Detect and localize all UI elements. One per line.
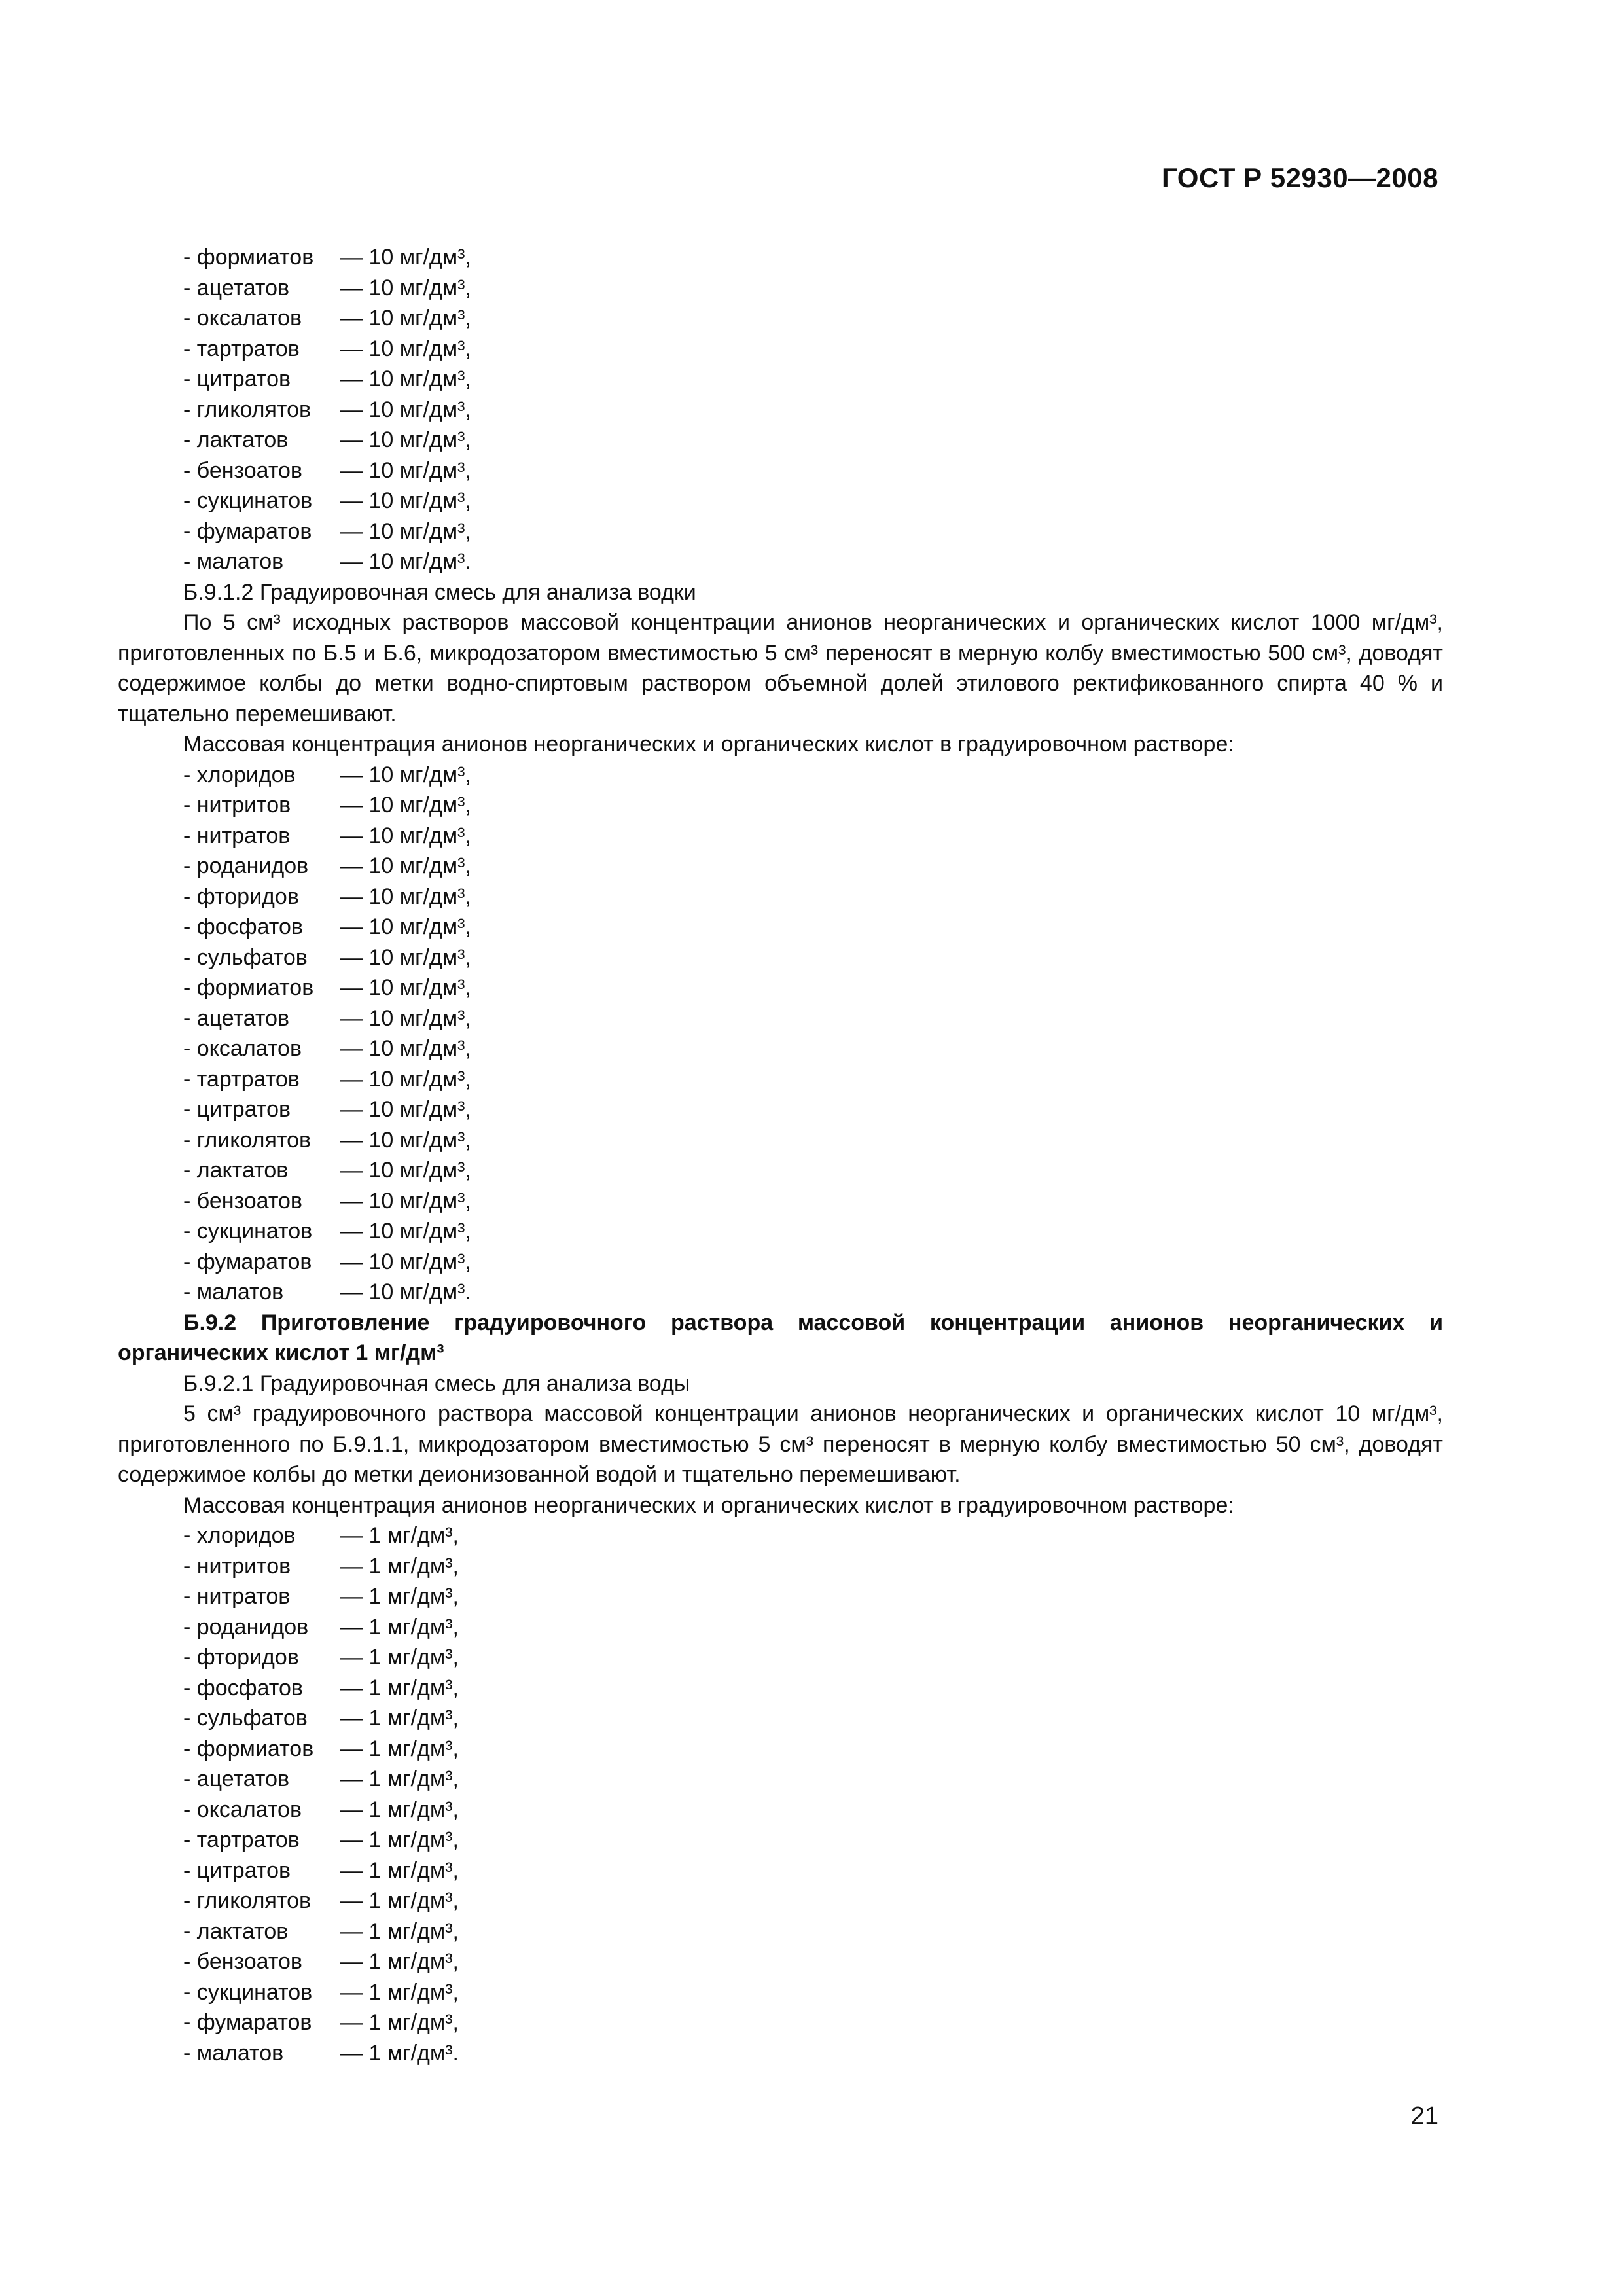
list-item xyxy=(118,303,1443,334)
anion-concentration: — 1 мг/дм³, xyxy=(340,1584,459,1609)
list-item xyxy=(118,973,1443,1003)
anion-name: - ацетатов xyxy=(183,1005,290,1031)
list-item xyxy=(118,1825,1443,1856)
anion-name: - фумаратов xyxy=(183,1249,312,1274)
anion-name: - лактатов xyxy=(183,1918,289,1944)
anion-concentration: — 1 мг/дм³, xyxy=(340,2010,459,2035)
list-item xyxy=(118,1064,1443,1095)
anion-name: - хлоридов xyxy=(183,1523,296,1548)
anion-concentration: — 10 мг/дм³, xyxy=(340,1188,471,1213)
anion-concentration: — 10 мг/дм³, xyxy=(340,884,471,909)
list-item xyxy=(118,1764,1443,1795)
list-item xyxy=(118,2038,1443,2069)
list-item xyxy=(118,1795,1443,1825)
anion-concentration: — 10 мг/дм³, xyxy=(340,914,471,939)
list-item xyxy=(118,1886,1443,1916)
anion-name: - нитратов xyxy=(183,1584,291,1609)
anion-name: - лактатов xyxy=(183,1158,289,1183)
anion-concentration: — 10 мг/дм³, xyxy=(340,1249,471,1274)
anion-concentration: — 1 мг/дм³, xyxy=(340,1553,459,1579)
anion-name: - фторидов xyxy=(183,884,299,909)
list-item xyxy=(118,486,1443,516)
anion-concentration: — 10 мг/дм³, xyxy=(340,488,471,513)
list-item xyxy=(118,1581,1443,1612)
anion-name: - фторидов xyxy=(183,1645,299,1670)
anion-concentration: — 10 мг/дм³, xyxy=(340,823,471,848)
anion-concentration: — 10 мг/дм³, xyxy=(340,1158,471,1183)
list-item xyxy=(118,425,1443,456)
anion-name: - оксалатов xyxy=(183,1797,302,1822)
list-item xyxy=(118,516,1443,547)
anion-name: - нитратов xyxy=(183,823,291,848)
anion-concentration: — 1 мг/дм³, xyxy=(340,1797,459,1822)
list-item xyxy=(118,1734,1443,1765)
anion-name: - тартратов xyxy=(183,1827,300,1852)
list-item xyxy=(118,1946,1443,1977)
anion-name: - фосфатов xyxy=(183,914,303,939)
anion-concentration: — 10 мг/дм³, xyxy=(340,975,471,1000)
anion-name: - сукцинатов xyxy=(183,1219,313,1244)
anion-name: - цитратов xyxy=(183,1857,291,1883)
list-item xyxy=(118,1155,1443,1186)
anion-name: - тартратов xyxy=(183,1066,300,1092)
list-item xyxy=(118,760,1443,791)
anion-name: - ацетатов xyxy=(183,275,290,300)
anion-concentration: — 1 мг/дм³, xyxy=(340,1706,459,1731)
anion-name: - бензоатов xyxy=(183,1188,302,1213)
anion-concentration: — 10 мг/дм³, xyxy=(340,1005,471,1031)
anion-concentration: — 10 мг/дм³, xyxy=(340,245,471,270)
list-item xyxy=(118,1247,1443,1278)
list-item xyxy=(118,1642,1443,1673)
document-header-code: ГОСТ Р 52930—2008 xyxy=(1162,162,1438,193)
anion-concentration: — 1 мг/дм³, xyxy=(340,1767,459,1791)
list-item xyxy=(118,1216,1443,1247)
anion-name: - цитратов xyxy=(183,367,291,391)
anion-name: - формиатов xyxy=(183,245,314,270)
anion-concentration: — 1 мг/дм³, xyxy=(340,1827,459,1852)
section-b912-intro: Массовая концентрация анионов неорганических и органических кислот в градуировочном растворе: xyxy=(183,732,1234,757)
list-item xyxy=(118,1125,1443,1156)
anion-concentration: — 10 мг/дм³, xyxy=(340,518,471,544)
list-item xyxy=(118,2007,1443,2038)
anion-concentration: — 10 мг/дм³, xyxy=(340,427,471,452)
section-b912-label: Б.9.1.2 Градуировочная смесь для анализа водки xyxy=(183,579,696,605)
anion-concentration: — 10 мг/дм³, xyxy=(340,944,471,970)
anion-concentration: — 1 мг/дм³, xyxy=(340,1736,459,1761)
section-b912-body: По 5 см³ исходных растворов массовой концентрации анионов неорганических и органических кислот 1000 мг/дм³, приготовленных по Б.5 и Б.6, микродозатором вместимостью 5 см³ переносят в мерную колбу вместимостью 500 см³, доводят содержимое колбы до метки водно-спиртовым раствором объемной долей этилового ректификованного спирта 40 % и тщательно перемешивают. xyxy=(118,610,1443,726)
list-item xyxy=(118,942,1443,973)
list-item xyxy=(118,790,1443,821)
anion-concentration: — 1 мг/дм³, xyxy=(340,1614,459,1640)
anion-name: - бензоатов xyxy=(183,457,302,483)
anion-name: - фосфатов xyxy=(183,1675,303,1700)
anion-concentration: — 10 мг/дм³, xyxy=(340,367,471,391)
section-b921-body: 5 см³ градуировочного раствора массовой концентрации анионов неорганических и органических кислот 10 мг/дм³, приготовленного по Б.9.1.1, микродозатором вместимостью 5 см³ переносят в мерную колбу вместимостью 50 см³, доводят содержимое колбы до метки деионизованной водой и тщательно перемешивают. xyxy=(118,1401,1443,1487)
anion-name: - малатов xyxy=(183,2040,284,2066)
list-item xyxy=(118,1186,1443,1217)
list-item xyxy=(118,334,1443,365)
list-item xyxy=(118,273,1443,304)
anion-concentration: — 10 мг/дм³, xyxy=(340,853,471,878)
list-item xyxy=(118,1520,1443,1551)
concentration-list-b xyxy=(118,760,1443,1308)
list-item xyxy=(118,364,1443,395)
list-item xyxy=(118,395,1443,425)
list-item xyxy=(118,1003,1443,1034)
anion-concentration: — 1 мг/дм³, xyxy=(340,1523,459,1548)
anion-concentration: — 1 мг/дм³, xyxy=(340,1888,459,1913)
list-item xyxy=(118,1703,1443,1734)
anion-concentration: — 10 мг/дм³, xyxy=(340,1036,471,1061)
anion-concentration: — 1 мг/дм³, xyxy=(340,1949,459,1974)
anion-concentration: — 1 мг/дм³, xyxy=(340,1675,459,1700)
anion-name: - гликолятов xyxy=(183,1888,312,1913)
anion-concentration: — 10 мг/дм³, xyxy=(340,457,471,483)
anion-name: - оксалатов xyxy=(183,306,302,331)
anion-name: - ацетатов xyxy=(183,1767,290,1791)
list-item xyxy=(118,1673,1443,1704)
anion-name: - малатов xyxy=(183,549,284,574)
anion-name: - тартратов xyxy=(183,336,300,361)
anion-name: - нитритов xyxy=(183,793,291,817)
anion-name: - роданидов xyxy=(183,853,309,878)
anion-concentration: — 1 мг/дм³, xyxy=(340,1979,459,2005)
anion-concentration: — 10 мг/дм³. xyxy=(340,1280,471,1304)
page-content xyxy=(118,242,1443,2068)
anion-name: - гликолятов xyxy=(183,1127,312,1153)
anion-concentration: — 10 мг/дм³, xyxy=(340,1219,471,1244)
anion-name: - нитритов xyxy=(183,1553,291,1579)
anion-name: - хлоридов xyxy=(183,762,296,787)
anion-name: - формиатов xyxy=(183,975,314,1000)
anion-name: - бензоатов xyxy=(183,1949,302,1974)
list-item xyxy=(118,547,1443,577)
list-item xyxy=(118,912,1443,942)
anion-concentration: — 10 мг/дм³, xyxy=(340,793,471,817)
list-item xyxy=(118,882,1443,912)
anion-name: - малатов xyxy=(183,1280,284,1304)
list-item xyxy=(118,851,1443,882)
list-item xyxy=(118,242,1443,273)
anion-name: - сульфатов xyxy=(183,944,308,970)
list-item xyxy=(118,1033,1443,1064)
anion-name: - оксалатов xyxy=(183,1036,302,1061)
anion-concentration: — 10 мг/дм³, xyxy=(340,275,471,300)
anion-concentration: — 1 мг/дм³. xyxy=(340,2040,459,2066)
anion-name: - фумаратов xyxy=(183,2010,312,2035)
list-item xyxy=(118,1856,1443,1886)
anion-concentration: — 1 мг/дм³, xyxy=(340,1645,459,1670)
concentration-list-a xyxy=(118,242,1443,577)
anion-concentration: — 10 мг/дм³, xyxy=(340,1097,471,1122)
anion-name: - гликолятов xyxy=(183,397,312,422)
concentration-list-c xyxy=(118,1520,1443,2068)
anion-name: - сукцинатов xyxy=(183,488,313,513)
anion-concentration: — 10 мг/дм³, xyxy=(340,1066,471,1092)
list-item xyxy=(118,1094,1443,1125)
anion-concentration: — 1 мг/дм³, xyxy=(340,1918,459,1944)
list-item xyxy=(118,1977,1443,2008)
anion-concentration: — 1 мг/дм³, xyxy=(340,1857,459,1883)
anion-concentration: — 10 мг/дм³, xyxy=(340,336,471,361)
section-b921-label: Б.9.2.1 Градуировочная смесь для анализа воды xyxy=(183,1371,690,1396)
anion-name: - роданидов xyxy=(183,1614,309,1640)
anion-name: - лактатов xyxy=(183,427,289,452)
anion-name: - цитратов xyxy=(183,1097,291,1122)
anion-name: - сульфатов xyxy=(183,1706,308,1731)
list-item xyxy=(118,456,1443,486)
list-item xyxy=(118,1612,1443,1643)
anion-concentration: — 10 мг/дм³, xyxy=(340,397,471,422)
anion-name: - фумаратов xyxy=(183,518,312,544)
list-item xyxy=(118,1551,1443,1582)
page-number: 21 xyxy=(1410,2102,1438,2130)
anion-concentration: — 10 мг/дм³, xyxy=(340,306,471,331)
section-b921-intro: Массовая концентрация анионов неорганических и органических кислот в градуировочном растворе: xyxy=(183,1492,1234,1518)
list-item xyxy=(118,821,1443,852)
anion-name: - сукцинатов xyxy=(183,1979,313,2005)
list-item xyxy=(118,1916,1443,1947)
list-item xyxy=(118,1277,1443,1308)
section-b92-heading: Б.9.2 Приготовление градуировочного раствора массовой концентрации анионов неорганических и органических кислот 1 мг/дм³ xyxy=(118,1310,1443,1365)
anion-name: - формиатов xyxy=(183,1736,314,1761)
anion-concentration: — 10 мг/дм³, xyxy=(340,1127,471,1153)
anion-concentration: — 10 мг/дм³, xyxy=(340,762,471,787)
anion-concentration: — 10 мг/дм³. xyxy=(340,549,471,574)
